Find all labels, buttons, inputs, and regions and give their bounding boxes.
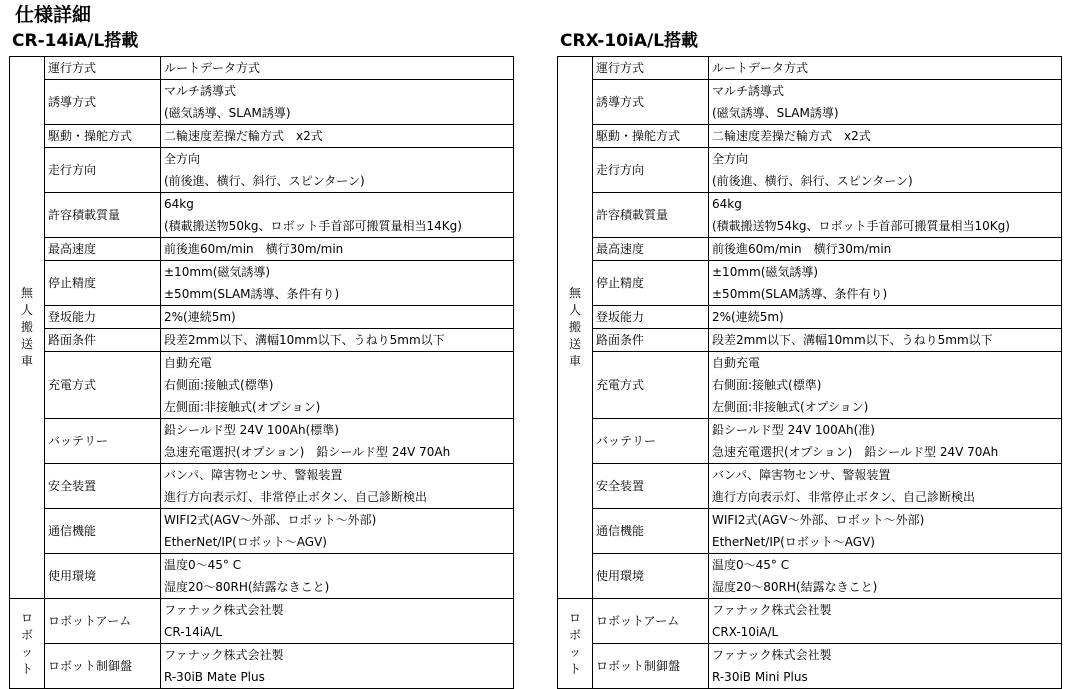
spec-row: [558, 554, 1062, 599]
spec-value-line: (積載搬送物50kg、ロボット手首部可搬質量相当14Kg): [164, 219, 462, 233]
spec-value: [161, 599, 514, 644]
category-agv-label: 無人搬送車: [568, 286, 581, 368]
spec-value: [709, 464, 1062, 509]
category-agv: [10, 57, 45, 599]
spec-value: [709, 644, 1062, 689]
spec-item-label: 充電方式: [593, 352, 709, 419]
spec-row: [558, 419, 1062, 464]
spec-item-label: 許容積載質量: [45, 193, 161, 238]
spec-value-line: 全方向: [164, 152, 201, 166]
spec-value-line: 2%(連続5m): [164, 310, 236, 324]
spec-value: [709, 261, 1062, 306]
spec-item-label: 誘導方式: [593, 80, 709, 125]
spec-value-line: 右側面:接触式(標準): [164, 378, 274, 392]
spec-item-label: 通信機能: [593, 509, 709, 554]
spec-row: [558, 148, 1062, 193]
spec-value-line: 急速充電選択(オプション) 鉛シールド型 24V 70Ah: [712, 445, 999, 459]
spec-row: [10, 261, 514, 306]
spec-value-line: 鉛シールド型 24V 100Ah(標準): [164, 423, 339, 437]
spec-value: [161, 148, 514, 193]
spec-value-line: 自動充電: [164, 356, 213, 370]
spec-item-label: 運行方式: [593, 57, 709, 80]
spec-item-label: 最高速度: [45, 238, 161, 261]
spec-value-line: (前後進、横行、斜行、スピンターン): [164, 174, 365, 188]
category-agv: [558, 57, 593, 599]
page-title: 仕様詳細: [15, 4, 92, 26]
spec-value-line: マルチ誘導式: [712, 84, 785, 98]
spec-value: [709, 599, 1062, 644]
spec-value-line: 64kg: [164, 197, 194, 211]
spec-value-line: 左側面:非接触式(オプション): [164, 400, 321, 414]
spec-value-line: 前後進60m/min 横行30m/min: [712, 242, 892, 256]
spec-row: [558, 193, 1062, 238]
spec-value: [709, 554, 1062, 599]
spec-item-label: 通信機能: [45, 509, 161, 554]
spec-value: [161, 419, 514, 464]
spec-value: [709, 352, 1062, 419]
spec-value: [709, 80, 1062, 125]
spec-row: [10, 57, 514, 80]
spec-value-line: ±50mm(SLAM誘導、条件有り): [164, 287, 340, 301]
spec-value-line: 左側面:非接触式(オプション): [712, 400, 869, 414]
spec-value-line: EtherNet/IP(ロボット〜AGV): [164, 535, 327, 549]
spec-value-line: 段差2mm以下、溝幅10mm以下、うねり5mm以下: [712, 333, 993, 347]
model-title: CRX-10iA/L搭載: [560, 31, 699, 51]
spec-value-line: 段差2mm以下、溝幅10mm以下、うねり5mm以下: [164, 333, 445, 347]
spec-row: [10, 644, 514, 689]
spec-row: [10, 352, 514, 419]
spec-table: [557, 56, 1062, 689]
spec-item-label: 登坂能力: [593, 306, 709, 329]
spec-row: [10, 125, 514, 148]
spec-item-label: 使用環境: [45, 554, 161, 599]
spec-value-line: ±10mm(磁気誘導): [712, 265, 819, 279]
spec-row: [558, 509, 1062, 554]
spec-row: [10, 599, 514, 644]
category-robot-label: ロボット: [568, 610, 581, 676]
spec-row: [558, 125, 1062, 148]
spec-value: [709, 509, 1062, 554]
spec-value: [161, 644, 514, 689]
spec-item-label: 安全装置: [593, 464, 709, 509]
spec-value: [161, 80, 514, 125]
spec-item-label: ロボットアーム: [45, 599, 161, 644]
spec-value-line: R-30iB Mate Plus: [164, 670, 265, 684]
spec-value-line: WIFI2式(AGV〜外部、ロボット〜外部): [712, 513, 925, 527]
spec-value-line: 進行方向表示灯、非常停止ボタン、自己診断検出: [712, 490, 976, 504]
spec-value: [709, 125, 1062, 148]
spec-value-line: バンパ、障害物センサ、警報装置: [164, 468, 343, 482]
spec-item-label: バッテリー: [593, 419, 709, 464]
spec-value-line: (積載搬送物54kg、ロボット手首部可搬質量相当10Kg): [712, 219, 1010, 233]
spec-item-label: 運行方式: [45, 57, 161, 80]
spec-item-label: 駆動・操舵方式: [593, 125, 709, 148]
spec-value-line: 前後進60m/min 横行30m/min: [164, 242, 344, 256]
spec-value-line: ファナック株式会社製: [164, 648, 284, 662]
spec-value-line: 二輪速度差操だ輪方式 x2式: [164, 129, 323, 143]
spec-value-line: CR-14iA/L: [164, 625, 223, 639]
spec-value-line: 進行方向表示灯、非常停止ボタン、自己診断検出: [164, 490, 428, 504]
spec-row: [558, 57, 1062, 80]
spec-item-label: 走行方向: [45, 148, 161, 193]
spec-value: [161, 509, 514, 554]
spec-value-line: CRX-10iA/L: [712, 625, 779, 639]
category-robot-label: ロボット: [20, 610, 33, 676]
spec-block-crx-10ia: [557, 30, 1062, 689]
spec-row: [558, 238, 1062, 261]
spec-row: [558, 306, 1062, 329]
spec-value-line: 温度0〜45° C: [164, 558, 242, 572]
spec-value-line: 2%(連続5m): [712, 310, 784, 324]
category-robot: [558, 599, 593, 689]
spec-item-label: バッテリー: [45, 419, 161, 464]
spec-value-line: 二輪速度差操だ輪方式 x2式: [712, 129, 871, 143]
spec-value-line: ±10mm(磁気誘導): [164, 265, 271, 279]
spec-value: [161, 125, 514, 148]
spec-item-label: ロボットアーム: [593, 599, 709, 644]
spec-value: [161, 464, 514, 509]
spec-row: [10, 554, 514, 599]
spec-value-line: ±50mm(SLAM誘導、条件有り): [712, 287, 888, 301]
spec-item-label: 登坂能力: [45, 306, 161, 329]
spec-value-line: 湿度20〜80RH(結露なきこと): [164, 580, 330, 594]
model-title: CR-14iA/L搭載: [12, 31, 139, 51]
spec-row: [10, 419, 514, 464]
spec-row: [558, 599, 1062, 644]
spec-value: [161, 238, 514, 261]
category-robot: [10, 599, 45, 689]
spec-value-line: 自動充電: [712, 356, 761, 370]
spec-value: [709, 329, 1062, 352]
spec-item-label: 駆動・操舵方式: [45, 125, 161, 148]
spec-value-line: マルチ誘導式: [164, 84, 237, 98]
spec-row: [10, 148, 514, 193]
spec-item-label: 安全装置: [45, 464, 161, 509]
spec-value: [161, 193, 514, 238]
spec-row: [10, 306, 514, 329]
spec-row: [558, 352, 1062, 419]
spec-value-line: ルートデータ方式: [712, 61, 809, 75]
spec-item-label: 充電方式: [45, 352, 161, 419]
spec-row: [10, 193, 514, 238]
spec-item-label: 許容積載質量: [593, 193, 709, 238]
spec-value: [709, 148, 1062, 193]
spec-value-line: (前後進、横行、斜行、スピンターン): [712, 174, 913, 188]
spec-value-line: ルートデータ方式: [164, 61, 261, 75]
spec-row: [10, 509, 514, 554]
spec-value-line: 鉛シールド型 24V 100Ah(准): [712, 423, 875, 437]
spec-item-label: ロボット制御盤: [45, 644, 161, 689]
spec-value-line: ファナック株式会社製: [164, 603, 284, 617]
spec-row: [558, 644, 1062, 689]
spec-value-line: 温度0〜45° C: [712, 558, 790, 572]
spec-value-line: 全方向: [712, 152, 749, 166]
spec-row: [10, 80, 514, 125]
spec-value: [161, 329, 514, 352]
spec-value-line: バンパ、障害物センサ、警報装置: [712, 468, 891, 482]
spec-item-label: 最高速度: [593, 238, 709, 261]
spec-value: [161, 306, 514, 329]
spec-item-label: 停止精度: [593, 261, 709, 306]
spec-block-cr-14ia: [9, 30, 514, 689]
spec-value-line: R-30iB Mini Plus: [712, 670, 808, 684]
spec-value-line: 64kg: [712, 197, 742, 211]
spec-value-line: (磁気誘導、SLAM誘導): [164, 106, 291, 120]
spec-row: [10, 238, 514, 261]
spec-value-line: ファナック株式会社製: [712, 648, 832, 662]
spec-value-line: 急速充電選択(オプション) 鉛シールド型 24V 70Ah: [164, 445, 451, 459]
spec-row: [558, 80, 1062, 125]
spec-value-line: (磁気誘導、SLAM誘導): [712, 106, 839, 120]
spec-value: [709, 238, 1062, 261]
spec-value: [709, 306, 1062, 329]
spec-value: [709, 57, 1062, 80]
spec-value: [709, 193, 1062, 238]
spec-item-label: 停止精度: [45, 261, 161, 306]
spec-row: [558, 464, 1062, 509]
spec-value-line: EtherNet/IP(ロボット〜AGV): [712, 535, 875, 549]
spec-value: [161, 57, 514, 80]
spec-row: [10, 464, 514, 509]
spec-value-line: ファナック株式会社製: [712, 603, 832, 617]
spec-value-line: 右側面:接触式(標準): [712, 378, 822, 392]
spec-value-line: WIFI2式(AGV〜外部、ロボット〜外部): [164, 513, 377, 527]
spec-item-label: 走行方向: [593, 148, 709, 193]
category-agv-label: 無人搬送車: [20, 286, 33, 368]
spec-value: [161, 352, 514, 419]
spec-row: [558, 329, 1062, 352]
spec-item-label: 路面条件: [45, 329, 161, 352]
spec-item-label: ロボット制御盤: [593, 644, 709, 689]
spec-row: [558, 261, 1062, 306]
spec-row: [10, 329, 514, 352]
spec-item-label: 誘導方式: [45, 80, 161, 125]
spec-value: [709, 419, 1062, 464]
spec-item-label: 路面条件: [593, 329, 709, 352]
spec-item-label: 使用環境: [593, 554, 709, 599]
spec-value-line: 湿度20〜80RH(結露なきこと): [712, 580, 878, 594]
spec-table: [9, 56, 514, 689]
spec-value: [161, 261, 514, 306]
spec-value: [161, 554, 514, 599]
